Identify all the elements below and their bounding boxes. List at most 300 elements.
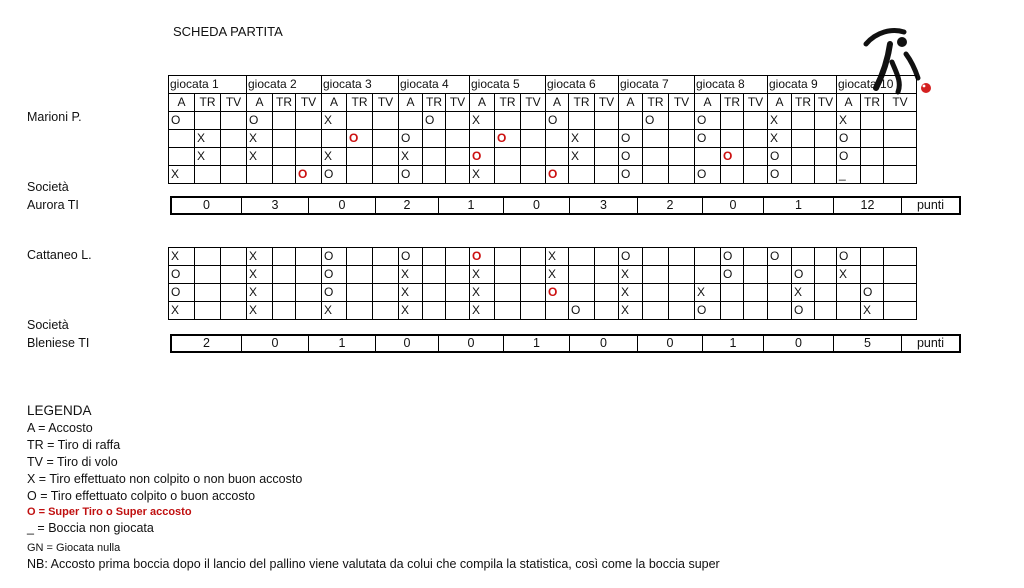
shot-cell xyxy=(373,284,399,302)
shot-cell: O xyxy=(322,248,347,266)
shot-cell xyxy=(861,248,884,266)
round-score: 0 xyxy=(439,335,504,352)
legend-super: O = Super Tiro o Super accosto xyxy=(27,506,192,518)
shot-cell xyxy=(296,148,322,166)
shot-cell xyxy=(643,130,669,148)
shot-cell: O xyxy=(768,148,792,166)
shot-type-header: TR xyxy=(643,94,669,112)
shot-cell xyxy=(347,284,373,302)
shot-cell xyxy=(744,284,768,302)
legend-nb: NB: Accosto prima boccia dopo il lancio del pallino viene valutata da colui che compila la statistica, così come la boccia super xyxy=(27,557,720,571)
shot-cell xyxy=(815,166,837,184)
shot-cell xyxy=(595,284,619,302)
shot-cell xyxy=(221,266,247,284)
round-score: 0 xyxy=(570,335,638,352)
shot-cell: O xyxy=(837,130,861,148)
shot-cell xyxy=(423,302,446,320)
table-row xyxy=(169,148,917,166)
shot-type-header: A xyxy=(768,94,792,112)
round-header: giocata 2 xyxy=(247,76,322,94)
shot-cell xyxy=(521,112,546,130)
points-label: punti xyxy=(902,197,961,214)
shot-cell xyxy=(595,130,619,148)
shot-cell xyxy=(884,302,917,320)
shot-cell xyxy=(815,130,837,148)
shot-cell: O xyxy=(619,148,643,166)
shot-cell: X xyxy=(399,266,423,284)
shot-cell xyxy=(569,284,595,302)
shot-cell xyxy=(619,112,643,130)
shot-cell: X xyxy=(247,302,273,320)
shot-cell xyxy=(744,248,768,266)
shot-cell xyxy=(721,112,744,130)
shot-cell xyxy=(595,302,619,320)
shot-cell xyxy=(521,266,546,284)
shot-cell xyxy=(347,130,373,148)
round-header: giocata 10 xyxy=(837,76,917,94)
shot-cell xyxy=(595,112,619,130)
shot-cell xyxy=(169,148,195,166)
shot-cell: O xyxy=(322,284,347,302)
shot-cell xyxy=(347,112,373,130)
shot-cell xyxy=(322,130,347,148)
shot-type-header: A xyxy=(695,94,721,112)
shot-cell: O xyxy=(399,248,423,266)
shot-cell: O xyxy=(837,148,861,166)
shot-cell xyxy=(792,130,815,148)
shot-cell xyxy=(595,166,619,184)
shot-cell xyxy=(495,266,521,284)
shot-cell xyxy=(884,130,917,148)
super-shot-mark: O xyxy=(723,149,733,163)
shot-cell xyxy=(569,266,595,284)
shot-cell: O xyxy=(569,302,595,320)
shot-cell xyxy=(470,130,495,148)
round-header: giocata 7 xyxy=(619,76,695,94)
shot-cell xyxy=(373,148,399,166)
round-score: 1 xyxy=(703,335,764,352)
shot-type-header: A xyxy=(322,94,347,112)
shot-cell xyxy=(296,166,322,184)
shot-cell: O xyxy=(399,166,423,184)
shot-cell xyxy=(347,166,373,184)
shot-type-header: A xyxy=(247,94,273,112)
shot-cell xyxy=(884,112,917,130)
shot-cell xyxy=(470,248,495,266)
table-row xyxy=(169,112,917,130)
shot-cell xyxy=(721,166,744,184)
shot-cell xyxy=(768,284,792,302)
shot-type-header: A xyxy=(619,94,643,112)
round-score: 2 xyxy=(638,197,703,214)
shot-cell: O xyxy=(861,284,884,302)
shot-type-header: TV xyxy=(595,94,619,112)
shot-cell: O xyxy=(695,130,721,148)
shot-type-header: TV xyxy=(446,94,470,112)
shot-type-header: A xyxy=(546,94,569,112)
shot-cell: O xyxy=(546,112,569,130)
super-shot-mark: O xyxy=(548,285,558,299)
table-row xyxy=(169,248,917,266)
shot-cell xyxy=(721,302,744,320)
round-header: giocata 1 xyxy=(169,76,247,94)
shot-cell xyxy=(669,148,695,166)
shot-cell xyxy=(744,302,768,320)
shot-type-header: TR xyxy=(721,94,744,112)
shot-cell xyxy=(195,112,221,130)
shot-cell xyxy=(744,112,768,130)
shot-cell xyxy=(296,248,322,266)
shot-cell xyxy=(446,130,470,148)
shot-cell xyxy=(815,112,837,130)
shot-cell: X xyxy=(695,284,721,302)
shot-cell xyxy=(669,266,695,284)
shot-cell xyxy=(643,266,669,284)
shot-cell: X xyxy=(837,112,861,130)
shot-cell xyxy=(347,266,373,284)
shot-cell: O xyxy=(721,248,744,266)
shot-cell xyxy=(768,266,792,284)
shot-cell: X xyxy=(792,284,815,302)
shot-cell xyxy=(446,166,470,184)
super-shot-mark: O xyxy=(472,249,482,263)
shot-cell xyxy=(861,166,884,184)
shot-cell xyxy=(695,248,721,266)
shot-cell xyxy=(884,284,917,302)
shot-cell xyxy=(815,284,837,302)
shot-cell: O xyxy=(619,166,643,184)
shot-cell xyxy=(595,266,619,284)
player-1-club-label: Società xyxy=(27,180,69,194)
table-row xyxy=(169,284,917,302)
shot-cell xyxy=(373,302,399,320)
legend-heading: LEGENDA xyxy=(27,403,92,418)
shot-cell xyxy=(296,266,322,284)
shot-cell xyxy=(221,112,247,130)
shot-type-header: TV xyxy=(884,94,917,112)
shot-cell xyxy=(837,284,861,302)
shot-cell: X xyxy=(768,130,792,148)
shot-cell xyxy=(273,302,296,320)
shot-cell xyxy=(744,266,768,284)
shot-cell: O xyxy=(792,302,815,320)
player-1-name: Marioni P. xyxy=(27,110,82,124)
shot-cell xyxy=(861,130,884,148)
shot-type-header: TV xyxy=(373,94,399,112)
shot-cell: O xyxy=(169,112,195,130)
shot-cell xyxy=(643,166,669,184)
super-shot-mark: O xyxy=(298,167,308,181)
shot-cell xyxy=(721,148,744,166)
round-header: giocata 6 xyxy=(546,76,619,94)
shot-cell xyxy=(546,148,569,166)
shot-cell xyxy=(815,302,837,320)
shot-cell xyxy=(792,248,815,266)
super-shot-mark: O xyxy=(548,167,558,181)
shot-cell xyxy=(373,130,399,148)
shot-cell: X xyxy=(195,130,221,148)
shot-cell xyxy=(195,166,221,184)
shot-type-header: A xyxy=(399,94,423,112)
shot-cell: X xyxy=(470,302,495,320)
shot-cell xyxy=(423,148,446,166)
shot-cell xyxy=(195,302,221,320)
round-score: 1 xyxy=(439,197,504,214)
shot-cell xyxy=(744,130,768,148)
shot-cell xyxy=(446,284,470,302)
shot-cell xyxy=(373,112,399,130)
shot-cell xyxy=(669,284,695,302)
shot-cell: X xyxy=(169,248,195,266)
shot-cell: X xyxy=(322,302,347,320)
shot-cell xyxy=(643,148,669,166)
shot-cell xyxy=(837,302,861,320)
shot-cell: X xyxy=(546,248,569,266)
shot-cell: X xyxy=(470,112,495,130)
shot-type-header: TV xyxy=(744,94,768,112)
shot-cell xyxy=(721,284,744,302)
shot-cell xyxy=(721,130,744,148)
shot-cell: X xyxy=(768,112,792,130)
legend-gn: GN = Giocata nulla xyxy=(27,542,121,554)
shot-cell xyxy=(195,284,221,302)
shot-cell xyxy=(446,248,470,266)
shot-cell xyxy=(221,148,247,166)
player-2-name: Cattaneo L. xyxy=(27,248,92,262)
shot-cell: X xyxy=(322,112,347,130)
shot-cell: _ xyxy=(837,166,861,184)
shot-cell: X xyxy=(619,302,643,320)
shot-cell xyxy=(595,148,619,166)
shot-cell xyxy=(546,130,569,148)
shot-cell xyxy=(595,248,619,266)
round-score: 1 xyxy=(309,335,376,352)
shot-cell xyxy=(423,130,446,148)
shot-cell xyxy=(423,266,446,284)
shot-cell xyxy=(768,302,792,320)
shot-cell xyxy=(273,166,296,184)
shot-cell: X xyxy=(247,284,273,302)
shot-cell: X xyxy=(322,148,347,166)
shot-cell xyxy=(861,148,884,166)
shot-cell xyxy=(521,248,546,266)
shot-cell xyxy=(792,148,815,166)
round-score: 0 xyxy=(504,197,570,214)
shot-cell: X xyxy=(470,166,495,184)
shot-type-header: TV xyxy=(669,94,695,112)
super-shot-mark: O xyxy=(349,131,359,145)
round-score: 0 xyxy=(376,335,439,352)
player-1-score-row xyxy=(170,196,961,215)
shot-type-header: TR xyxy=(792,94,815,112)
shot-type-header: TR xyxy=(495,94,521,112)
shot-cell xyxy=(521,130,546,148)
shot-cell xyxy=(273,248,296,266)
shot-cell xyxy=(546,166,569,184)
shot-cell xyxy=(347,248,373,266)
shot-cell: O xyxy=(423,112,446,130)
shot-cell xyxy=(373,248,399,266)
shot-cell: O xyxy=(619,248,643,266)
shot-type-header: TR xyxy=(569,94,595,112)
shot-cell xyxy=(495,302,521,320)
round-header: giocata 3 xyxy=(322,76,399,94)
shot-cell xyxy=(273,112,296,130)
points-label: punti xyxy=(902,335,961,352)
shot-cell: O xyxy=(695,166,721,184)
shot-cell xyxy=(884,166,917,184)
round-score: 2 xyxy=(171,335,242,352)
shot-cell: O xyxy=(643,112,669,130)
shot-cell: O xyxy=(169,284,195,302)
shot-cell xyxy=(221,284,247,302)
shot-cell xyxy=(221,302,247,320)
player-2-club-label: Società xyxy=(27,318,69,332)
shot-cell xyxy=(792,112,815,130)
shot-type-header: TV xyxy=(521,94,546,112)
round-score: 0 xyxy=(638,335,703,352)
player-2-club: Bleniese TI xyxy=(27,336,90,350)
shot-cell xyxy=(373,166,399,184)
table-row xyxy=(169,302,917,320)
shot-cell: O xyxy=(837,248,861,266)
legend-none: _ = Boccia non giocata xyxy=(27,521,154,535)
shot-cell xyxy=(815,266,837,284)
shot-cell xyxy=(569,166,595,184)
shot-cell: X xyxy=(247,266,273,284)
shot-cell: X xyxy=(619,266,643,284)
shot-cell xyxy=(861,266,884,284)
shot-cell xyxy=(446,302,470,320)
shot-cell: X xyxy=(247,248,273,266)
shot-cell: O xyxy=(322,166,347,184)
shot-cell xyxy=(296,284,322,302)
shot-cell: X xyxy=(837,266,861,284)
shot-cell: X xyxy=(546,266,569,284)
shot-cell xyxy=(169,130,195,148)
shot-cell xyxy=(273,266,296,284)
shot-cell xyxy=(273,130,296,148)
shot-cell xyxy=(423,248,446,266)
shot-cell: O xyxy=(721,266,744,284)
shot-cell xyxy=(643,302,669,320)
shot-cell xyxy=(521,284,546,302)
shot-type-header: TV xyxy=(815,94,837,112)
shot-cell xyxy=(495,248,521,266)
shot-cell xyxy=(347,302,373,320)
shot-cell xyxy=(792,166,815,184)
shot-type-header: TR xyxy=(195,94,221,112)
shot-cell xyxy=(669,302,695,320)
shot-cell: O xyxy=(695,302,721,320)
page-title: SCHEDA PARTITA xyxy=(173,24,283,39)
shot-cell xyxy=(296,302,322,320)
shot-cell: X xyxy=(195,148,221,166)
round-header: giocata 9 xyxy=(768,76,837,94)
round-score: 0 xyxy=(242,335,309,352)
round-score: 3 xyxy=(570,197,638,214)
shot-cell xyxy=(495,112,521,130)
shot-cell: X xyxy=(169,166,195,184)
shot-type-header: TR xyxy=(347,94,373,112)
shot-cell xyxy=(884,248,917,266)
shot-cell xyxy=(423,166,446,184)
shot-type-header: A xyxy=(837,94,861,112)
shot-cell: O xyxy=(322,266,347,284)
shot-cell xyxy=(815,248,837,266)
shot-cell: X xyxy=(399,302,423,320)
shot-cell xyxy=(373,266,399,284)
total-score: 12 xyxy=(834,197,902,214)
shot-cell: O xyxy=(169,266,195,284)
shot-type-header: TR xyxy=(273,94,296,112)
shot-cell xyxy=(744,148,768,166)
shot-cell xyxy=(296,112,322,130)
shot-cell: O xyxy=(768,248,792,266)
shot-cell xyxy=(669,166,695,184)
legend-tr: TR = Tiro di raffa xyxy=(27,438,121,452)
shot-cell: O xyxy=(792,266,815,284)
shot-cell: X xyxy=(247,148,273,166)
shot-cell: X xyxy=(470,266,495,284)
shot-cell xyxy=(399,112,423,130)
round-score: 3 xyxy=(242,197,309,214)
shot-cell: O xyxy=(619,130,643,148)
shot-cell xyxy=(669,130,695,148)
shot-cell: X xyxy=(399,148,423,166)
total-score: 5 xyxy=(834,335,902,352)
shot-cell: X xyxy=(169,302,195,320)
shot-cell: X xyxy=(861,302,884,320)
shot-cell: O xyxy=(695,112,721,130)
shot-cell xyxy=(273,284,296,302)
super-shot-mark: O xyxy=(472,149,482,163)
player-2-score-row xyxy=(170,334,961,353)
shot-type-header: TR xyxy=(423,94,446,112)
shot-cell: X xyxy=(569,148,595,166)
shot-cell xyxy=(470,148,495,166)
round-header: giocata 4 xyxy=(399,76,470,94)
shot-cell xyxy=(221,248,247,266)
shot-cell xyxy=(296,130,322,148)
round-header: giocata 5 xyxy=(470,76,546,94)
shot-cell xyxy=(495,130,521,148)
shot-type-header: A xyxy=(470,94,495,112)
shot-cell xyxy=(221,166,247,184)
player-2-shot-grid xyxy=(168,247,917,320)
legend-x: X = Tiro effettuato non colpito o non buon accosto xyxy=(27,472,303,486)
round-score: 0 xyxy=(703,197,764,214)
super-shot-mark: O xyxy=(497,131,507,145)
round-score: 0 xyxy=(171,197,242,214)
shot-cell xyxy=(643,248,669,266)
shot-cell xyxy=(669,248,695,266)
table-row xyxy=(169,266,917,284)
shot-type-header: TV xyxy=(296,94,322,112)
shot-cell xyxy=(521,148,546,166)
shot-cell xyxy=(347,148,373,166)
shot-cell xyxy=(247,166,273,184)
shot-cell xyxy=(569,248,595,266)
round-score: 1 xyxy=(504,335,570,352)
shot-cell xyxy=(669,112,695,130)
shot-cell xyxy=(495,166,521,184)
shot-cell xyxy=(521,302,546,320)
shot-cell xyxy=(815,148,837,166)
shot-cell xyxy=(546,302,569,320)
shot-type-header: A xyxy=(169,94,195,112)
shot-cell xyxy=(273,148,296,166)
